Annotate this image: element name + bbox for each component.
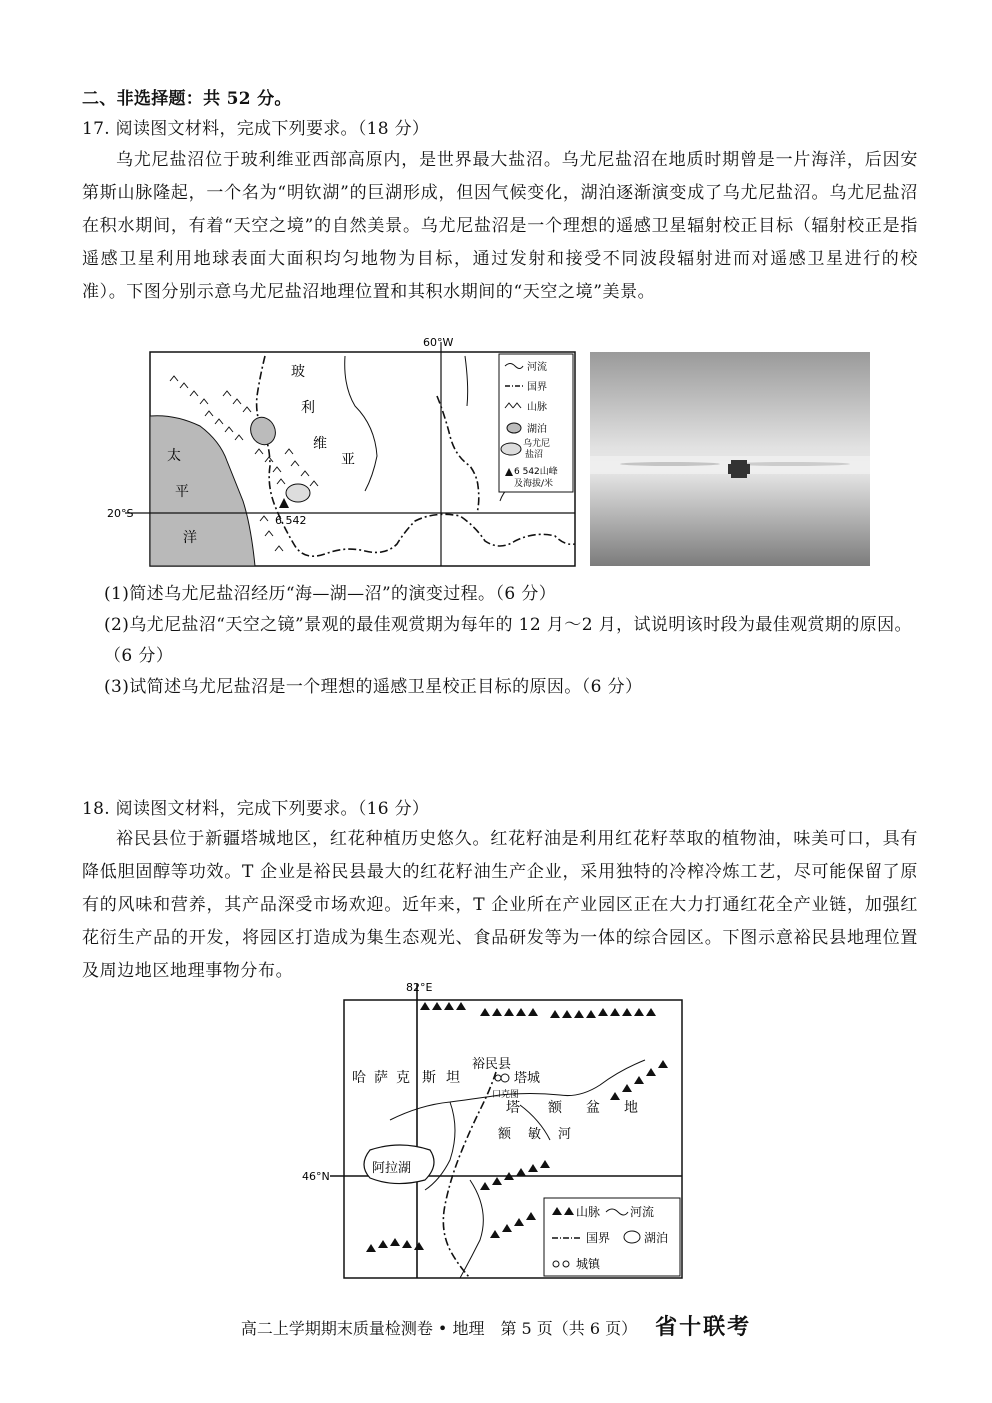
lon-label-82e: 82°E bbox=[406, 981, 433, 994]
q17-q2-num: (2) bbox=[104, 615, 130, 635]
legend2-town: 城镇 bbox=[576, 1257, 601, 1271]
lat-label-46n: 46°N bbox=[302, 1170, 330, 1183]
kz-char-2: 萨 bbox=[374, 1070, 388, 1086]
page-footer bbox=[0, 1310, 992, 1341]
kelatu-label: 口克图 bbox=[492, 1090, 520, 1100]
river-char-2: 敏 bbox=[528, 1127, 542, 1142]
ocean-char-3: 洋 bbox=[183, 530, 197, 546]
q17-q3-text: 试简述乌尤尼盐沼是一个理想的遥感卫星校正目标的原因。（6 分） bbox=[129, 677, 643, 697]
peak-label: 6 542 bbox=[275, 514, 307, 527]
q18-heading: 18. 阅读图文材料，完成下列要求。（16 分） bbox=[82, 799, 430, 819]
section-title: 二、非选择题：共 52 分。 bbox=[82, 89, 292, 109]
footer-text: 高二上学期期末质量检测卷 • 地理 第 5 页（共 6 页） bbox=[240, 1319, 638, 1338]
q17-q1-text: 简述乌尤尼盐沼经历“海—湖—沼”的演变过程。（6 分） bbox=[129, 584, 557, 604]
q17-question-3 bbox=[104, 672, 920, 703]
bolivia-char-2: 利 bbox=[301, 400, 315, 416]
q17-question-1 bbox=[104, 579, 920, 610]
q17-passage: 乌尤尼盐沼位于玻利维亚西部高原内，是世界最大盐沼。乌尤尼盐沼在地质时期曾是一片海洋，后因安第斯山脉隆起，一个名为“明钦湖”的巨湖形成，但因气候变化，湖泊逐渐演变成了乌尤尼盐沼。乌尤尼盐沼在积水期间，有着“天空之境”的自然美景。乌尤尼盐沼是一个理想的遥感卫星辐射校正目标（辐射校正是指遥感卫星利用地球表面大面积均匀地物为目标，通过发射和接受不同波段辐射进而对遥感卫星进行的校准）。下图分别示意乌尤尼盐沼地理位置和其积水期间的“天空之境”美景。 bbox=[82, 150, 918, 302]
alakol-label: 阿拉湖 bbox=[372, 1161, 412, 1176]
legend-peak-1: 6 542山峰 bbox=[514, 467, 558, 477]
legend-lake: 湖泊 bbox=[527, 424, 547, 435]
legend-mountain: 山脉 bbox=[527, 402, 547, 413]
map1-legend bbox=[499, 354, 573, 492]
footer-brand: 省十联考 bbox=[655, 1314, 752, 1340]
q17-q1-num: (1) bbox=[104, 584, 130, 604]
map2-legend bbox=[544, 1198, 680, 1276]
legend2-border: 国界 bbox=[586, 1231, 611, 1245]
basin-char-3: 盆 bbox=[586, 1100, 600, 1116]
legend-salt-flat-1: 乌尤尼 bbox=[523, 439, 551, 449]
ocean-char-1: 太 bbox=[167, 448, 181, 464]
tacheng-label: 塔城 bbox=[514, 1071, 541, 1086]
uyuni-location-map bbox=[105, 336, 585, 572]
bolivia-char-1: 玻 bbox=[291, 364, 305, 380]
yumin-label: 裕民县 bbox=[472, 1057, 512, 1072]
legend2-lake: 湖泊 bbox=[644, 1231, 669, 1245]
lat-label-20s: 20°S bbox=[107, 507, 134, 520]
kz-char-1: 哈 bbox=[352, 1070, 366, 1086]
legend-river: 河流 bbox=[527, 362, 547, 373]
bolivia-char-3: 维 bbox=[313, 436, 327, 452]
ocean-char-2: 平 bbox=[175, 484, 189, 500]
kz-char-5: 坦 bbox=[446, 1070, 460, 1086]
basin-char-4: 地 bbox=[624, 1100, 638, 1116]
q17-q2-text: 乌尤尼盐沼“天空之镜”景观的最佳观赏期为每年的 12 月～2 月，试说明该时段为最佳观赏期的原因。（6 分） bbox=[104, 615, 912, 666]
basin-char-2: 额 bbox=[548, 1100, 562, 1116]
river-char-3: 河 bbox=[558, 1127, 572, 1142]
river-char-1: 额 bbox=[498, 1127, 512, 1142]
legend-peak-2: 及海拔/米 bbox=[514, 479, 554, 489]
q17-q3-num: (3) bbox=[104, 677, 130, 697]
sky-mirror-photo bbox=[590, 352, 870, 566]
legend2-mountain: 山脉 bbox=[576, 1205, 601, 1219]
kz-char-3: 克 bbox=[396, 1070, 410, 1086]
bolivia-char-4: 亚 bbox=[341, 452, 355, 468]
kz-char-4: 斯 bbox=[422, 1070, 436, 1086]
legend-border: 国界 bbox=[527, 382, 547, 393]
q17-heading: 17. 阅读图文材料，完成下列要求。（18 分） bbox=[82, 119, 430, 139]
yumin-location-map bbox=[300, 980, 690, 1282]
lon-label-60w: 60°W bbox=[423, 336, 454, 349]
legend-salt-flat-2: 盐沼 bbox=[525, 450, 544, 460]
q18-passage: 裕民县位于新疆塔城地区，红花种植历史悠久。红花籽油是利用红花籽萃取的植物油，味美可口，具有降低胆固醇等功效。T 企业是裕民县最大的红花籽油生产企业，采用独特的冷榨冷炼工艺，尽可能保留了原有的风味和营养，其产品深受市场欢迎。近年来，T 企业所在产业园区正在大力打通红花全产业链，加强红花衍生产品的开发，将园区打造成为集生态观光、食品研发等为一体的综合园区。下图示意裕民县地理位置及周边地区地理事物分布。 bbox=[82, 829, 918, 981]
q17-question-2 bbox=[104, 610, 920, 672]
basin-char-1: 塔 bbox=[506, 1100, 520, 1116]
legend2-river: 河流 bbox=[630, 1205, 655, 1219]
